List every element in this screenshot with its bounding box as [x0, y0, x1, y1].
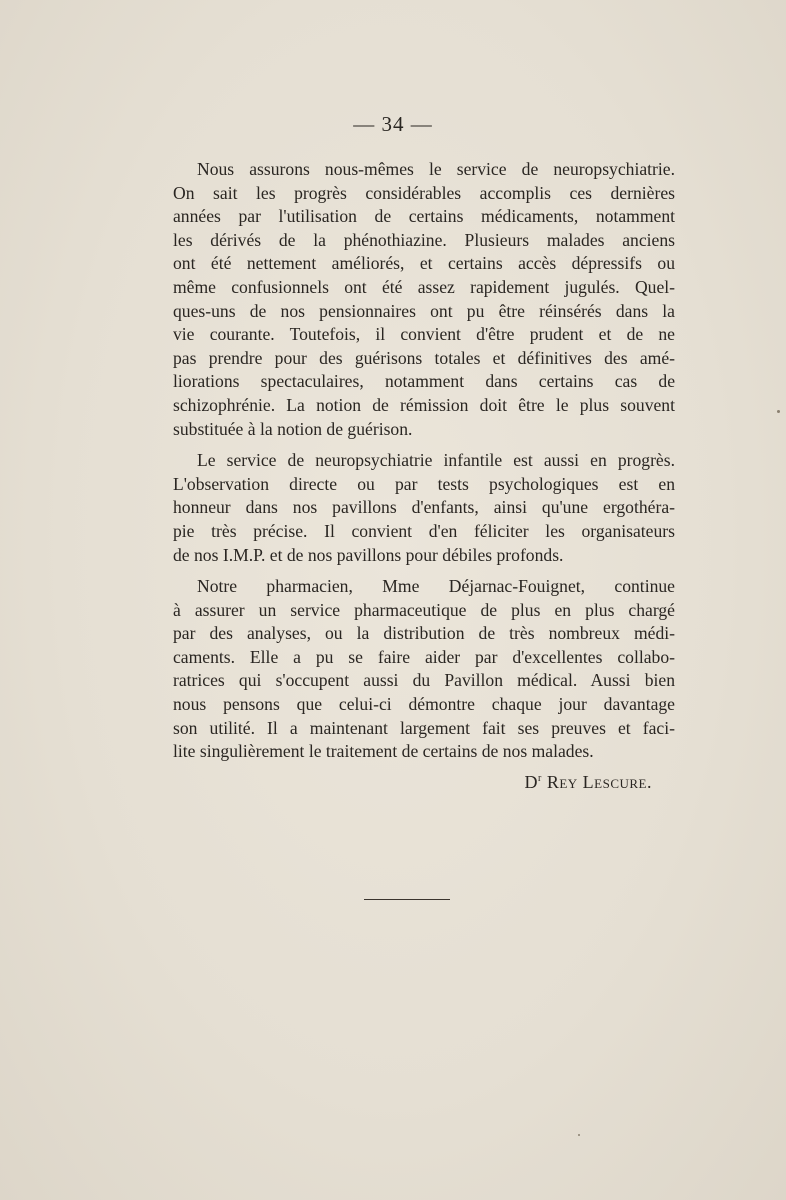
paper-speck — [777, 410, 780, 413]
text-line: caments. Elle a pu se faire aider par d'excellentes collabo- — [173, 646, 675, 667]
paragraph-3 — [173, 575, 675, 764]
signature-title-sup: r — [537, 773, 542, 784]
signature — [0, 772, 652, 793]
body-text — [173, 158, 675, 772]
text-line: pas prendre pour des guérisons totales et définitives des amé- — [173, 347, 675, 368]
paper-speck — [578, 1134, 580, 1136]
text-line: L'observation directe ou par tests psychologiques est en — [173, 473, 675, 494]
text-line: substituée à la notion de guérison. — [173, 418, 413, 439]
page-number: — 34 — — [353, 112, 433, 136]
text-line: de nos I.M.P. et de nos pavillons pour débiles profonds. — [173, 544, 564, 565]
text-line: vie courante. Toutefois, il convient d'être prudent et de ne — [173, 324, 675, 345]
text-line: schizophrénie. La notion de rémission doit être le plus souvent — [173, 394, 675, 415]
paragraph-2 — [173, 449, 675, 567]
text-line: ratrices qui s'occupent aussi du Pavillon médical. Aussi bien — [173, 670, 675, 691]
text-line: par des analyses, ou la distribution de très nombreux médi- — [173, 623, 675, 644]
text-line: lite singulièrement le traitement de certains de nos malades. — [173, 741, 594, 762]
signature-name: Rey Lescure. — [546, 772, 652, 792]
paragraph-1 — [173, 158, 675, 441]
text-line: nous pensons que celui-ci démontre chaque jour davantage — [173, 694, 675, 715]
text-line: pie très précise. Il convient d'en féliciter les organisateurs — [173, 520, 675, 541]
text-line: son utilité. Il a maintenant largement fait ses preuves et faci- — [173, 717, 675, 738]
text-line: les dérivés de la phénothiazine. Plusieurs malades anciens — [173, 229, 675, 250]
text-line: On sait les progrès considérables accomplis ces dernières — [173, 182, 675, 203]
closing-rule — [364, 899, 450, 900]
text-line: Le service de neuropsychiatrie infantile est aussi en progrès. — [197, 450, 675, 471]
text-line: honneur dans nos pavillons d'enfants, ainsi qu'une ergothéra- — [173, 497, 675, 518]
text-line: à assurer un service pharmaceutique de plus en plus chargé — [173, 599, 675, 620]
text-line: années par l'utilisation de certains médicaments, notamment — [173, 206, 675, 227]
text-line: Nous assurons nous-mêmes le service de neuropsychiatrie. — [197, 159, 675, 179]
text-line: Notre pharmacien, Mme Déjarnac-Fouignet, continue — [197, 576, 675, 597]
text-line: même confusionnels ont été assez rapidement jugulés. Quel- — [173, 276, 675, 297]
signature-title: D — [524, 772, 538, 792]
text-line: ques-uns de nos pensionnaires ont pu être réinsérés dans la — [173, 300, 675, 321]
text-line: ont été nettement améliorés, et certains accès dépressifs ou — [173, 253, 675, 274]
text-line: liorations spectaculaires, notamment dans certains cas de — [173, 371, 675, 392]
